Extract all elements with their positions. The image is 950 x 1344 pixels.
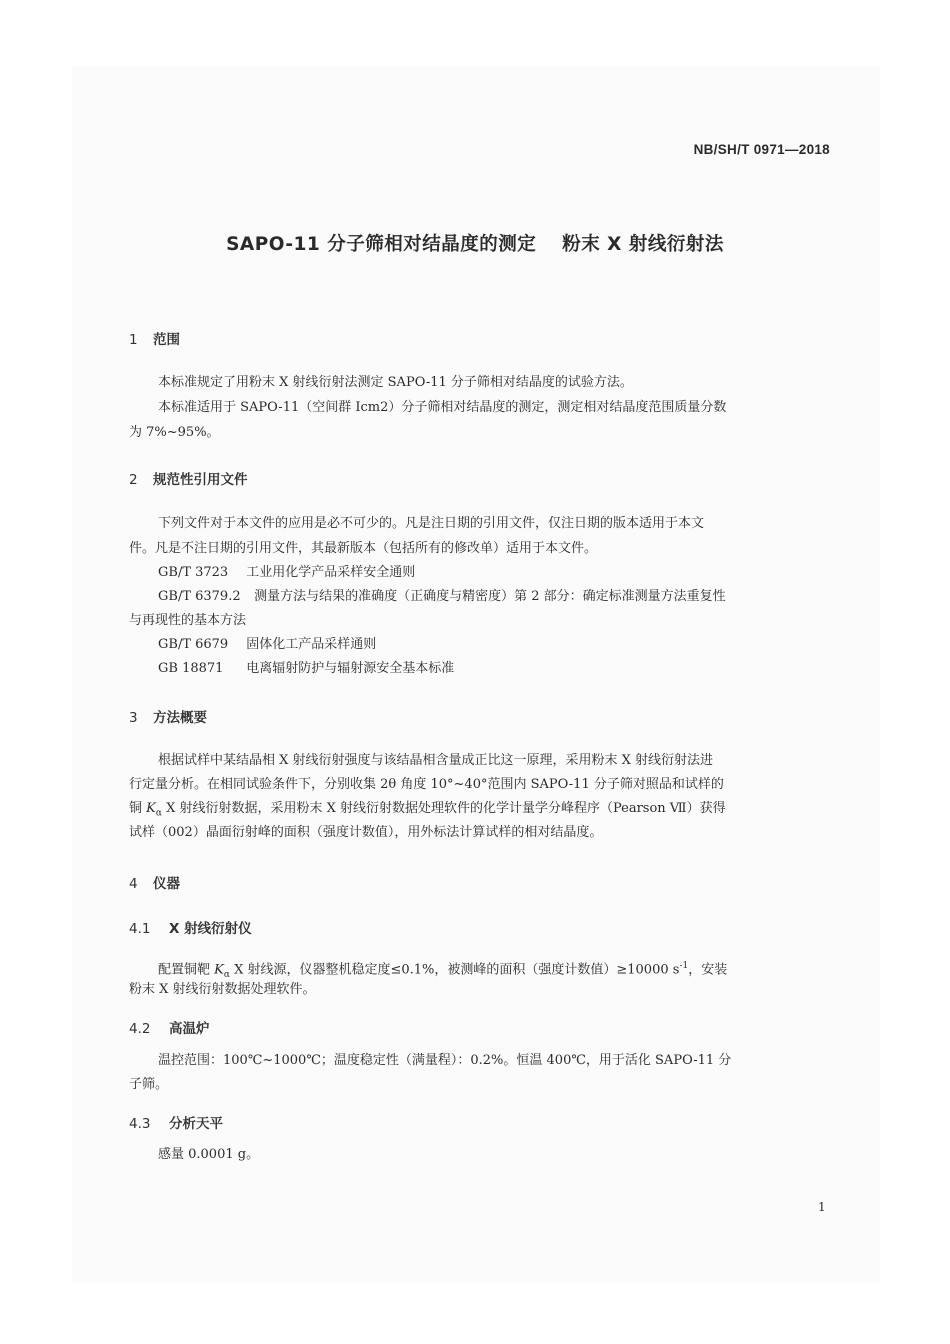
- section-3-line-1: 根据试样中某结晶相 X 射线衍射强度与该结晶相含量成正比这一原理，采用粉末 X 射线衍射法进: [158, 753, 714, 768]
- section-4-2-line-2: 子筛。: [129, 1077, 169, 1092]
- document-title: [0, 230, 950, 256]
- section-4-3-heading: 4.3 分析天平: [129, 1116, 223, 1132]
- section-3-line-4: 试样（002）晶面衍射峰的面积（强度计数值），用外标法计算试样的相对结晶度。: [129, 825, 603, 840]
- section-3-line-2: 行定量分析。在相同试验条件下，分别收集 2θ 角度 10°~40°范围内 SAPO-11 分子筛对照品和试样的: [129, 777, 724, 792]
- section-3-line-3: 铜 $K_\alpha$ X 射线衍射数据，采用粉末 X 射线衍射数据处理软件的化学计量学分峰程序（Pearson Ⅶ）获得: [129, 801, 726, 819]
- section-4-2-line-1: 温控范围：100℃~1000℃；温度稳定性（满量程）：0.2%。恒温 400℃，用于活化 SAPO-11 分: [158, 1053, 732, 1068]
- section-4-heading: 4 仪器: [129, 876, 180, 892]
- title-part-1: SAPO-11 分子筛相对结晶度的测定: [226, 234, 537, 255]
- reference-item-continuation: 与再现性的基本方法: [129, 613, 247, 628]
- reference-item: GB/T 3723 工业用化学产品采样安全通则: [158, 565, 416, 580]
- section-4-1-line-2: 粉末 X 射线衍射数据处理软件。: [129, 982, 316, 997]
- section-4-3-line-1: 感量 0.0001 g。: [158, 1147, 260, 1162]
- section-1-para-1: 本标准规定了用粉末 X 射线衍射法测定 SAPO-11 分子筛相对结晶度的试验方法。: [158, 375, 633, 390]
- reference-item: GB 18871 电离辐射防护与辐射源安全基本标准: [158, 661, 455, 676]
- section-2-para-line-1: 下列文件对于本文件的应用是必不可少的。凡是注日期的引用文件，仅注日期的版本适用于本文: [158, 516, 705, 531]
- section-2-heading: 2 规范性引用文件: [129, 472, 248, 488]
- section-1-para-2-line-2: 为 7%~95%。: [129, 425, 220, 440]
- section-1-para-2-line-1: 本标准适用于 SAPO-11（空间群 Icm2）分子筛相对结晶度的测定，测定相对结晶度范围质量分数: [158, 400, 727, 415]
- page-number: 1: [818, 1200, 826, 1214]
- section-3-heading: 3 方法概要: [129, 710, 207, 726]
- section-2-para-line-2: 件。凡是不注日期的引用文件，其最新版本（包括所有的修改单）适用于本文件。: [129, 541, 598, 556]
- reference-item: GB/T 6679 固体化工产品采样通则: [158, 637, 377, 652]
- title-part-2: 粉末 X 射线衍射法: [562, 234, 724, 255]
- section-1-heading: 1 范围: [129, 332, 180, 348]
- section-4-2-heading: 4.2 高温炉: [129, 1021, 210, 1037]
- section-4-1-line-1: 配置铜靶 $K_\alpha$ X 射线源，仪器整机稳定度≤0.1%，被测峰的面积（强度计数值）≥10000 $s^{-1}$，安装: [158, 961, 728, 980]
- section-4-1-heading: 4.1 X 射线衍射仪: [129, 921, 252, 937]
- reference-item: GB/T 6379.2 测量方法与结果的准确度（正确度与精密度）第 2 部分：确定标准测量方法重复性: [158, 589, 726, 604]
- standard-number: NB/SH/T 0971—2018: [693, 142, 830, 157]
